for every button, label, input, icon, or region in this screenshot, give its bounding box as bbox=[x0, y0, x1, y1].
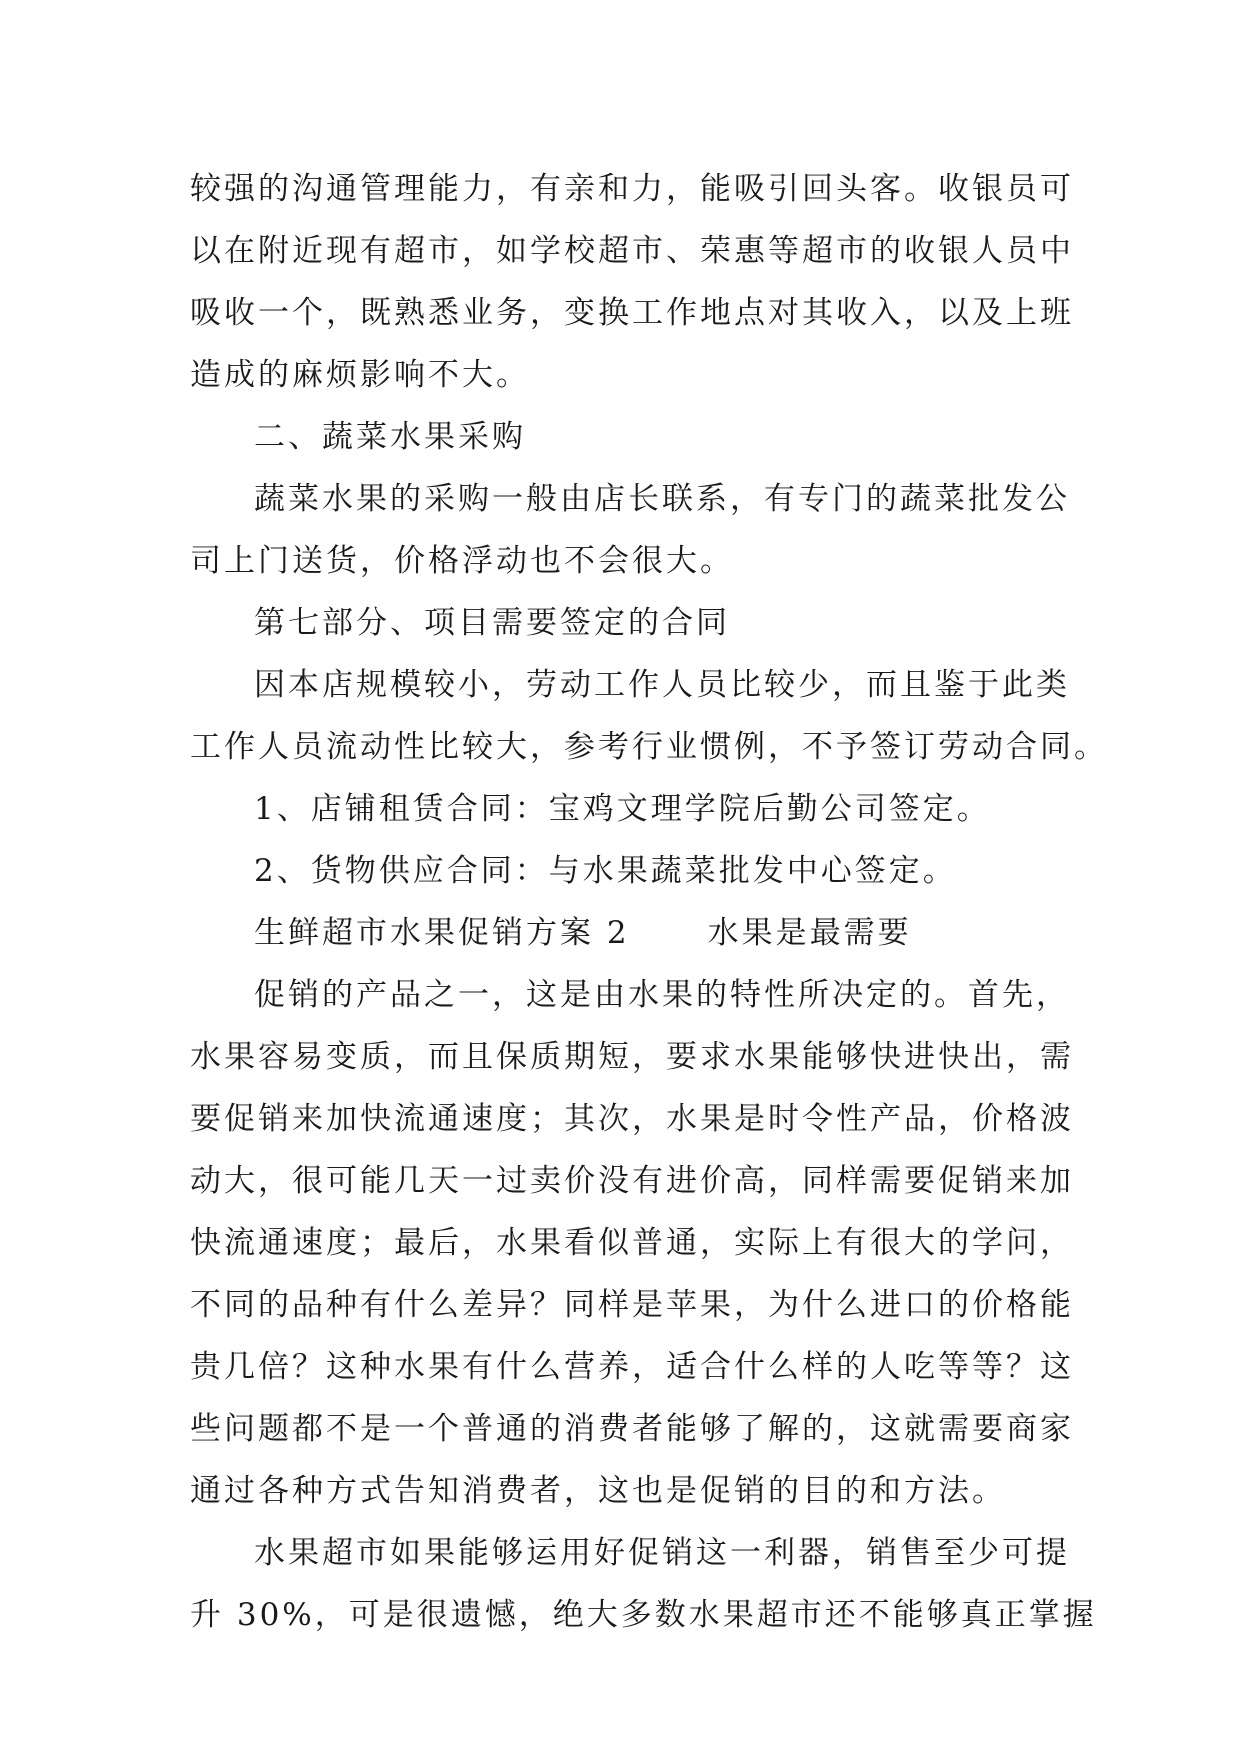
paragraph-line: 水果超市如果能够运用好促销这一利器，销售至少可提 bbox=[254, 1535, 1070, 1571]
paragraph-line: 造成的麻烦影响不大。 bbox=[190, 357, 530, 393]
section-heading-contracts: 第七部分、项目需要签定的合同 bbox=[254, 605, 730, 641]
list-item-supply-contract: 2、货物供应合同：与水果蔬菜批发中心签定。 bbox=[254, 853, 957, 889]
paragraph-line: 司上门送货，价格浮动也不会很大。 bbox=[190, 543, 734, 579]
paragraph-line: 不同的品种有什么差异？同样是苹果，为什么进口的价格能 bbox=[190, 1287, 1074, 1323]
promotion-plan-title: 生鲜超市水果促销方案 2 bbox=[254, 915, 630, 951]
promotion-plan-title-line bbox=[190, 902, 1055, 964]
list-item-lease-contract: 1、店铺租赁合同：宝鸡文理学院后勤公司签定。 bbox=[254, 791, 991, 827]
paragraph-line: 较强的沟通管理能力，有亲和力，能吸引回头客。收银员可 bbox=[190, 171, 1074, 207]
paragraph-line: 些问题都不是一个普通的消费者能够了解的，这就需要商家 bbox=[190, 1411, 1074, 1447]
paragraph-line: 通过各种方式告知消费者，这也是促销的目的和方法。 bbox=[190, 1473, 1006, 1509]
paragraph-line: 蔬菜水果的采购一般由店长联系，有专门的蔬菜批发公 bbox=[254, 481, 1070, 517]
paragraph-line: 促销的产品之一，这是由水果的特性所决定的。首先， bbox=[254, 977, 1070, 1013]
paragraph-line: 升 30%，可是很遗憾，绝大多数水果超市还不能够真正掌握 bbox=[190, 1597, 1097, 1633]
paragraph-line: 吸收一个，既熟悉业务，变换工作地点对其收入，以及上班 bbox=[190, 295, 1074, 331]
paragraph-line: 贵几倍？这种水果有什么营养，适合什么样的人吃等等？这 bbox=[190, 1349, 1074, 1385]
paragraph-line: 因本店规模较小，劳动工作人员比较少，而且鉴于此类 bbox=[254, 667, 1070, 703]
document-body bbox=[190, 158, 1108, 1646]
paragraph-line: 以在附近现有超市，如学校超市、荣惠等超市的收银人员中 bbox=[190, 233, 1074, 269]
paragraph-line: 要促销来加快流通速度；其次，水果是时令性产品，价格波 bbox=[190, 1101, 1074, 1137]
paragraph-line: 水果容易变质，而且保质期短，要求水果能够快进快出，需 bbox=[190, 1039, 1074, 1075]
paragraph-line: 动大，很可能几天一过卖价没有进价高，同样需要促销来加 bbox=[190, 1163, 1074, 1199]
paragraph-line: 快流通速度；最后，水果看似普通，实际上有很大的学问， bbox=[190, 1225, 1074, 1261]
promotion-lead-text: 水果是最需要 bbox=[707, 915, 912, 951]
paragraph-line: 工作人员流动性比较大，参考行业惯例，不予签订劳动合同。 bbox=[190, 729, 1108, 765]
section-heading-vegetable-purchase: 二、蔬菜水果采购 bbox=[254, 419, 526, 455]
